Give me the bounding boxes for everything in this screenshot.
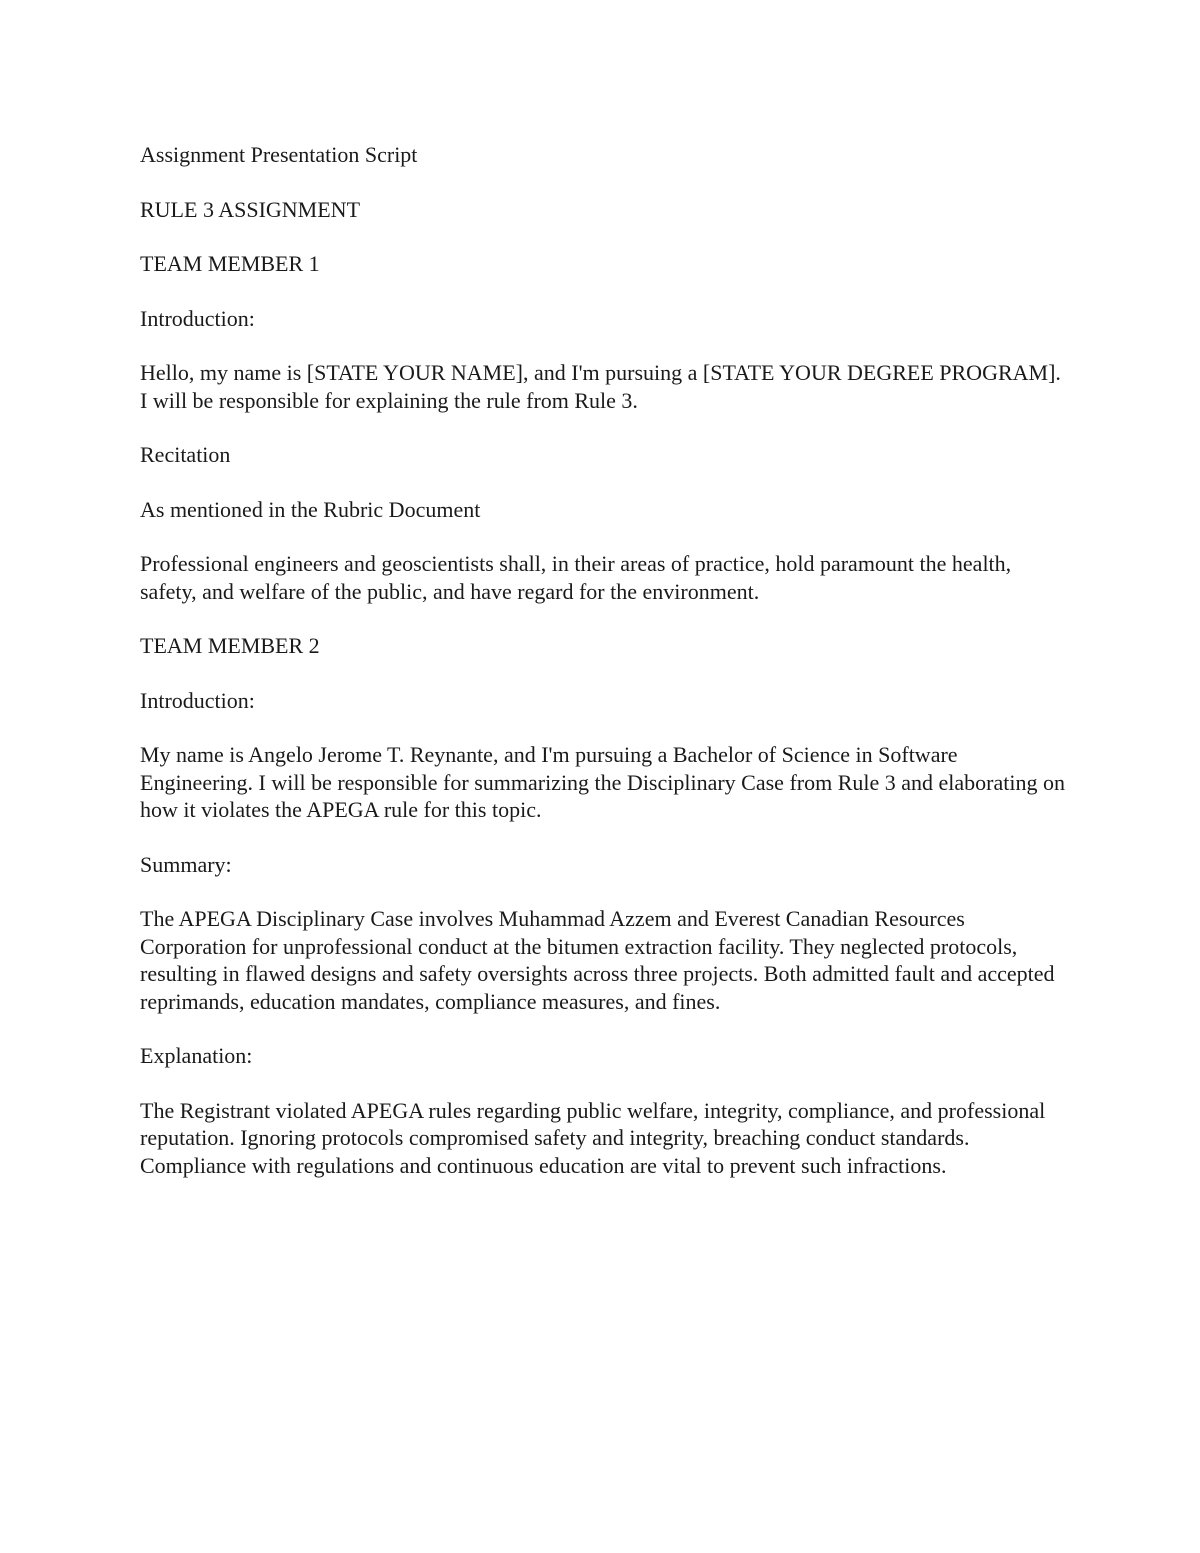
explanation-text: The Registrant violated APEGA rules regarding public welfare, integrity, compliance, and professional reputation. Ignoring protocols compromised safety and integrity, breaching conduct standards. Compliance with regulations and continuous education are vital to prevent such infractions. [140, 1097, 1046, 1178]
member-1-introduction-label: Introduction: [140, 305, 255, 331]
recitation-note: As mentioned in the Rubric Document [140, 496, 481, 522]
team-member-2-heading: TEAM MEMBER 2 [140, 633, 320, 658]
explanation-label: Explanation: [140, 1043, 253, 1068]
member-1-introduction-text: Hello, my name is [STATE YOUR NAME], and I'm pursuing a [STATE YOUR DEGREE PROGRAM]. I will be responsible for explaining the rule from Rule 3. [140, 360, 1061, 413]
team-member-1-heading: TEAM MEMBER 1 [140, 251, 320, 276]
summary-text: The APEGA Disciplinary Case involves Muhammad Azzem and Everest Canadian Resources Corporation for unprofessional conduct at the bitumen extraction facility. They neglected protocols, resulting in flawed designs and safety oversights across three projects. Both admitted fault and accepted reprimands, education mandates, compliance measures, and fines. [140, 906, 1055, 1014]
document-title: Assignment Presentation Script [140, 142, 418, 167]
summary-label: Summary: [140, 851, 232, 877]
member-2-introduction-text: My name is Angelo Jerome T. Reynante, and I'm pursuing a Bachelor of Science in Software Engineering. I will be responsible for summarizing the Disciplinary Case from Rule 3 and elaborating on how it violates the APEGA rule for this topic. [140, 742, 1065, 822]
member-2-introduction-label: Introduction: [140, 687, 255, 713]
recitation-text: Professional engineers and geoscientists shall, in their areas of practice, hold paramount the health, safety, and welfare of the public, and have regard for the environment. [140, 551, 1012, 604]
document-body [140, 141, 1065, 1206]
assignment-heading: RULE 3 ASSIGNMENT [140, 196, 361, 222]
recitation-label: Recitation [140, 442, 231, 467]
